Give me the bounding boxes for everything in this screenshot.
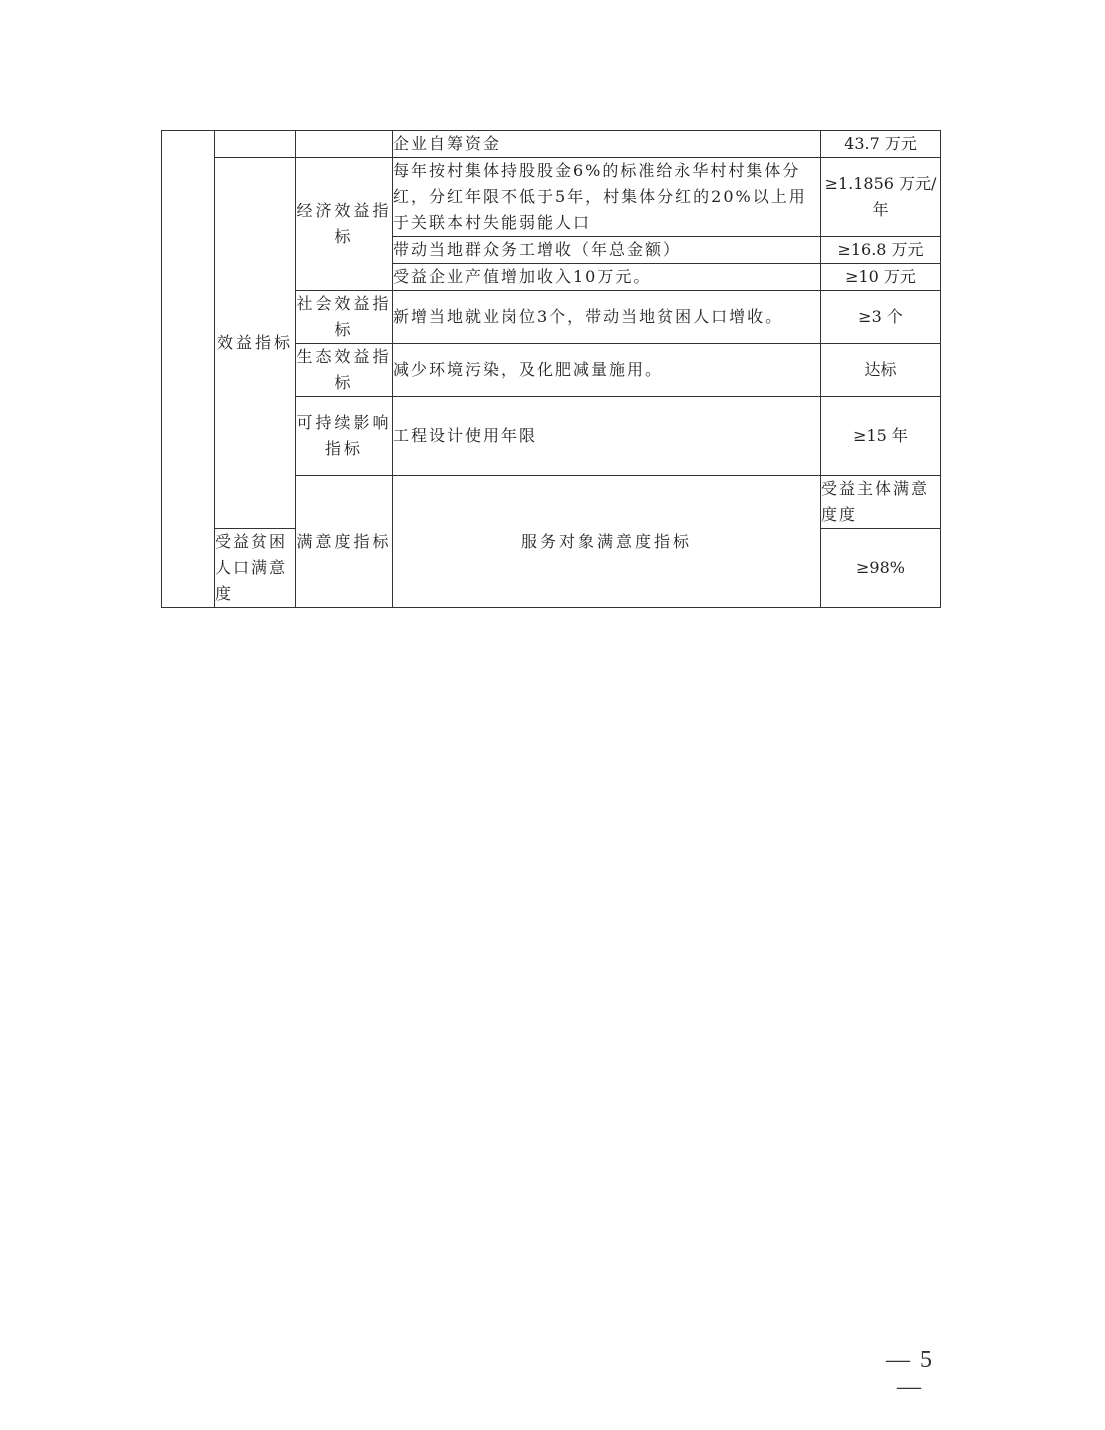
table-row xyxy=(162,158,941,237)
second-level-indicator-cell xyxy=(215,131,296,158)
indicator-value: 43.7 万元 xyxy=(821,131,941,158)
indicator-description: 减少环境污染，及化肥减量施用。 xyxy=(393,344,821,397)
social-benefit-label: 社会效益指标 xyxy=(296,291,393,344)
first-level-indicator-cell xyxy=(162,131,215,608)
indicator-value: ≥3 个 xyxy=(821,291,941,344)
indicator-description: 受益企业产值增加收入10万元。 xyxy=(393,264,821,291)
indicator-description: 企业自筹资金 xyxy=(393,131,821,158)
indicator-value: ≥1.1856 万元/年 xyxy=(821,158,941,237)
economic-benefit-label: 经济效益指标 xyxy=(296,158,393,291)
indicator-description: 新增当地就业岗位3个，带动当地贫困人口增收。 xyxy=(393,291,821,344)
indicator-value: 达标 xyxy=(821,344,941,397)
benefit-indicator-label: 效益指标 xyxy=(215,158,296,529)
indicator-description: 每年按村集体持股股金6%的标准给永华村村集体分红，分红年限不低于5年，村集体分红的20%以上用于关联本村失能弱能人口 xyxy=(393,158,821,237)
satisfaction-indicator-label: 满意度指标 xyxy=(296,476,393,608)
third-level-indicator-cell xyxy=(296,131,393,158)
page-number: — 5 — xyxy=(886,1347,934,1400)
sustainable-impact-label: 可持续影响指标 xyxy=(296,397,393,476)
indicator-value: ≥15 年 xyxy=(821,397,941,476)
indicator-value: ≥16.8 万元 xyxy=(821,237,941,264)
performance-indicator-table xyxy=(161,130,941,608)
indicator-description: 工程设计使用年限 xyxy=(393,397,821,476)
table-row xyxy=(162,131,941,158)
indicator-description: 带动当地群众务工增收（年总金额） xyxy=(393,237,821,264)
indicator-description: 受益主体满意度度 xyxy=(821,476,941,529)
indicator-value: ≥98% xyxy=(821,529,941,608)
service-satisfaction-label: 服务对象满意度指标 xyxy=(393,476,821,608)
indicator-value: ≥10 万元 xyxy=(821,264,941,291)
indicator-description: 受益贫困人口满意度 xyxy=(215,529,296,608)
ecological-benefit-label: 生态效益指标 xyxy=(296,344,393,397)
